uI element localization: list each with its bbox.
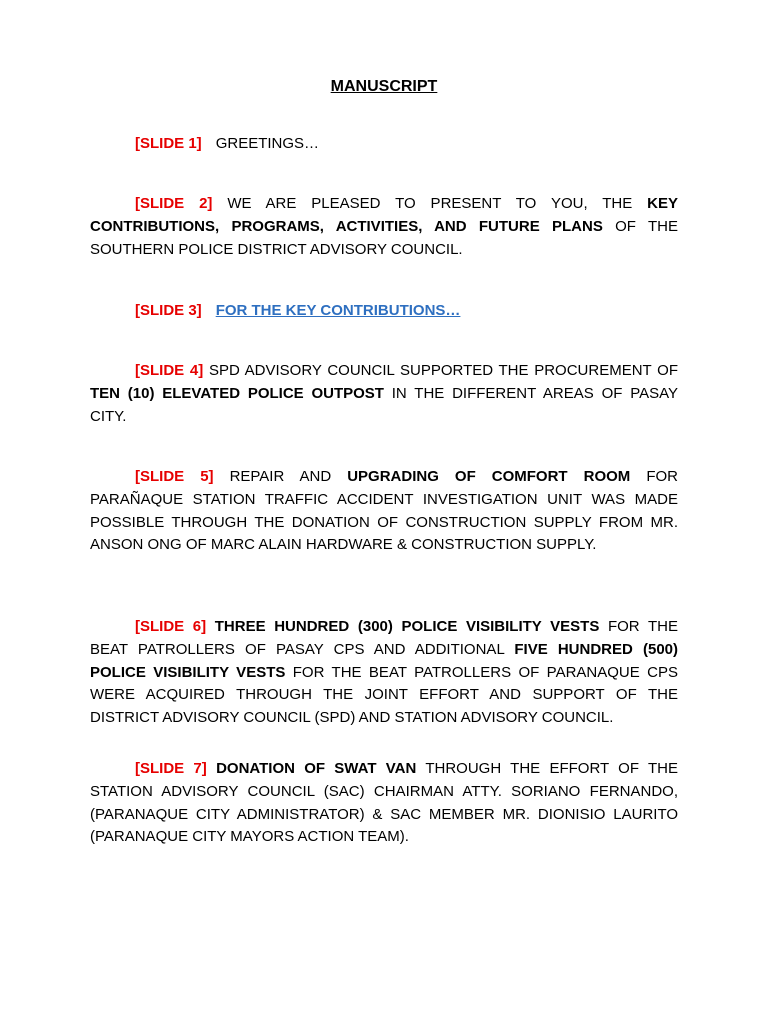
slide-2-paragraph bbox=[90, 193, 678, 261]
slide-text: FOR PARAÑAQUE STATION TRAFFIC ACCIDENT INVESTIGATION UNIT WAS MADE POSSIBLE THROUGH THE DONATION OF CONSTRUCTION SUPPLY FROM MR. ANSON ONG OF MARC ALAIN HARDWARE & CONSTRUCTION SUPPLY. bbox=[90, 468, 678, 554]
slide-text: IN THE DIFFERENT AREAS OF PASAY CITY. bbox=[90, 384, 678, 425]
slide-text: WE ARE PLEASED TO PRESENT TO YOU, THE bbox=[227, 195, 633, 212]
slide-1-paragraph bbox=[90, 133, 678, 156]
slide-text: GREETINGS… bbox=[215, 135, 320, 152]
slide-text: SPD ADVISORY COUNCIL SUPPORTED THE PROCUREMENT OF bbox=[208, 362, 678, 379]
slide-tag: [SLIDE 7] bbox=[135, 760, 207, 777]
key-contributions-link[interactable]: FOR THE KEY CONTRIBUTIONS… bbox=[215, 302, 461, 319]
slide-bold-text: FIVE HUNDRED (500) POLICE VISIBILITY VESTS bbox=[90, 640, 678, 681]
page-title: MANUSCRIPT bbox=[330, 78, 438, 95]
slide-tag: [SLIDE 1] bbox=[135, 135, 202, 152]
slide-tag: [SLIDE 6] bbox=[135, 618, 207, 635]
slide-text: OF THE SOUTHERN POLICE DISTRICT ADVISORY COUNCIL. bbox=[90, 217, 678, 258]
slide-tag: [SLIDE 5] bbox=[135, 468, 214, 485]
slide-5-paragraph bbox=[90, 466, 678, 557]
slide-6-paragraph bbox=[90, 616, 678, 730]
slide-3-paragraph bbox=[90, 300, 678, 323]
slide-4-paragraph bbox=[90, 360, 678, 428]
slide-bold-text: KEY CONTRIBUTIONS, PROGRAMS, ACTIVITIES, AND FUTURE PLANS bbox=[90, 195, 678, 235]
slide-tag: [SLIDE 3] bbox=[135, 302, 202, 319]
slide-text: THROUGH THE EFFORT OF THE STATION ADVISORY COUNCIL (SAC) CHAIRMAN ATTY. SORIANO FERNANDO, (PARANAQUE CITY ADMINISTRATOR) & SAC MEMBER MR. DIONISIO LAURITO (PARANAQUE CITY MAYORS ACTION TEAM). bbox=[90, 760, 678, 846]
slide-text: FOR THE BEAT PATROLLERS OF PARANAQUE CPS WERE ACQUIRED THROUGH THE JOINT EFFORT AND SUPPORT OF THE DISTRICT ADVISORY COUNCIL (SPD) AND STATION ADVISORY COUNCIL. bbox=[90, 663, 678, 727]
slide-7-paragraph bbox=[90, 758, 678, 849]
slide-tag: [SLIDE 2] bbox=[135, 195, 213, 212]
slide-tag: [SLIDE 4] bbox=[135, 362, 204, 379]
slide-bold-text: TEN (10) ELEVATED POLICE OUTPOST bbox=[90, 384, 384, 402]
slide-bold-text: THREE HUNDRED (300) POLICE VISIBILITY VESTS bbox=[214, 618, 600, 635]
slide-bold-text: DONATION OF SWAT VAN bbox=[216, 760, 417, 777]
slide-bold-text: UPGRADING OF COMFORT ROOM bbox=[347, 468, 631, 485]
slide-text: FOR THE BEAT PATROLLERS OF PASAY CPS AND ADDITIONAL bbox=[90, 618, 678, 658]
slide-text: REPAIR AND bbox=[229, 468, 332, 485]
